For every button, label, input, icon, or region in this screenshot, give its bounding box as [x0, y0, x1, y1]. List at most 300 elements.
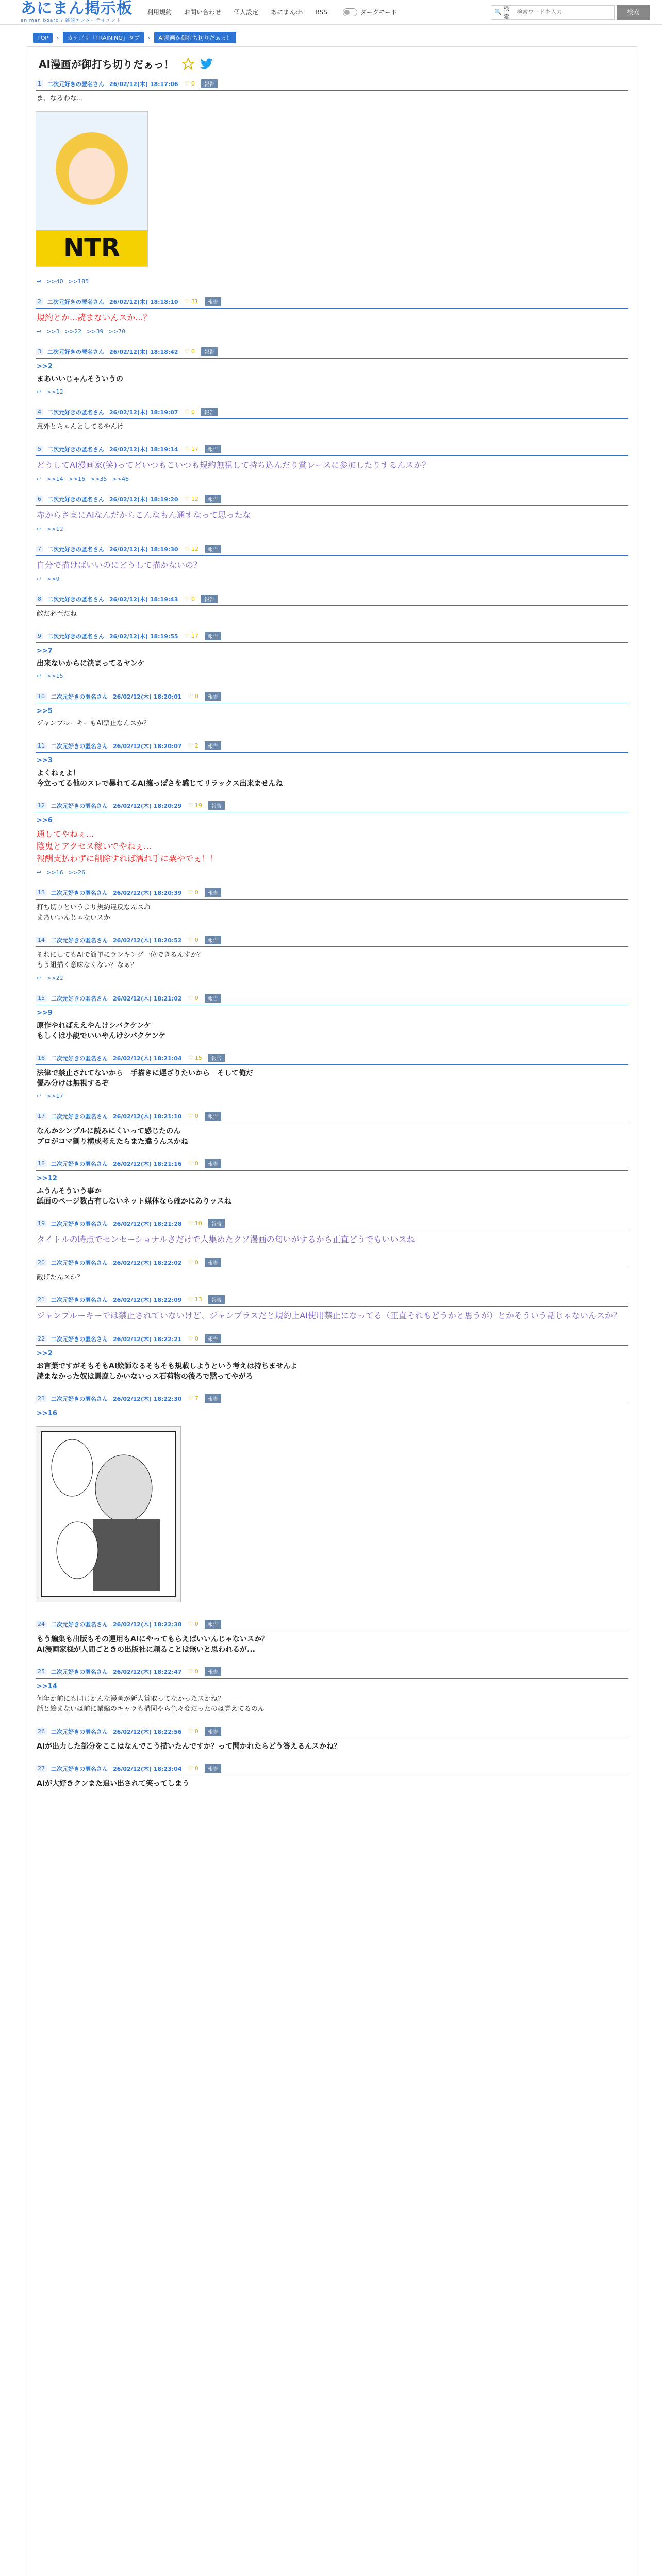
post-header: [36, 1334, 628, 1346]
reply-icon: ↩: [37, 1093, 42, 1099]
poster-name: 二次元好きの匿名さん: [51, 889, 108, 896]
reply-link[interactable]: >>12: [46, 388, 63, 395]
post-body: 意外とちゃんとしてるやんけ: [37, 423, 124, 431]
post-date: 26/02/12(木) 18:19:14: [109, 446, 178, 453]
reply-anchor[interactable]: >>5: [37, 707, 53, 715]
reply-links: [37, 278, 628, 285]
post-date: 26/02/12(木) 18:19:20: [109, 496, 178, 503]
post-header: [36, 888, 628, 900]
post: [36, 589, 628, 626]
report-button[interactable]: 報告: [205, 888, 221, 897]
post-body: 赤からさまにAIなんだからこんなもん通すなって思ったな: [37, 510, 251, 520]
top-bar: [0, 0, 662, 25]
breadcrumb: [33, 32, 662, 43]
post-spacer: [36, 1149, 628, 1154]
like-count[interactable]: ♡ 0: [188, 937, 198, 943]
post-number[interactable]: 2: [36, 298, 43, 305]
post-body: ジャンプルーキーでは禁止されていないけど、ジャンプラスだと規約上AI使用禁止になってる（正直それもどうかと思うが）とかそういう話じゃないんスか？: [37, 1311, 621, 1320]
post: [36, 292, 628, 335]
poster-name: 二次元好きの匿名さん: [51, 742, 108, 750]
post-number[interactable]: 11: [36, 742, 47, 749]
post: [36, 1048, 628, 1099]
post-date: 26/02/12(木) 18:22:21: [113, 1335, 182, 1343]
post-date: 26/02/12(木) 18:19:30: [109, 546, 178, 553]
post-header: [36, 1258, 628, 1269]
breadcrumb-separator: ›: [147, 34, 151, 41]
reply-link[interactable]: >>16: [68, 476, 86, 482]
post: [36, 687, 628, 736]
post-date: 26/02/12(木) 18:21:04: [113, 1055, 182, 1062]
post-header: [36, 347, 628, 359]
post-number[interactable]: 6: [36, 496, 43, 502]
report-button[interactable]: 報告: [208, 1219, 225, 1228]
post: [36, 1253, 628, 1290]
post-date: 26/02/12(木) 18:20:39: [113, 889, 182, 896]
post-spacer: [36, 1209, 628, 1214]
post-body: ジャンプルーキーもAI禁止なんスか？: [37, 720, 150, 727]
post-date: 26/02/12(木) 18:18:10: [109, 298, 178, 306]
post-number[interactable]: 27: [36, 1765, 47, 1772]
poster-name: 二次元好きの匿名さん: [51, 1765, 108, 1772]
reply-icon: ↩: [37, 869, 42, 876]
post-number[interactable]: 14: [36, 937, 47, 943]
search-field[interactable]: [491, 5, 615, 20]
like-count[interactable]: ♡ 31: [184, 298, 198, 305]
favorite-star-icon[interactable]: [181, 57, 195, 71]
nav-settings[interactable]: 個人設定: [234, 9, 259, 16]
post-number[interactable]: 5: [36, 446, 43, 452]
report-button[interactable]: 報告: [205, 445, 221, 453]
post-number[interactable]: 8: [36, 596, 43, 602]
reply-links: [37, 328, 628, 335]
post-body: 打ち切りというより規約違反なんスね まあいいんじゃないスか: [37, 904, 151, 922]
reply-link[interactable]: >>40: [46, 278, 63, 285]
poster-name: 二次元好きの匿名さん: [51, 1259, 108, 1266]
post-body: 通してやねぇ... 陰鬼とアクセス稼いでやねぇ... 報酬支払わずに削除すれば濡れ手に粟やでぇ！！: [37, 829, 219, 863]
post-date: 26/02/12(木) 18:22:09: [113, 1296, 182, 1303]
post-body: お言葉ですがそもそもAI絵師なるそもそも規載しようという考えは持ちませんよ 読まなかった奴は馬鹿しかいないっス石荷物の後ろで黙ってやがろ: [37, 1362, 298, 1381]
search-button[interactable]: 検索: [617, 5, 650, 20]
report-button[interactable]: 報告: [205, 1159, 221, 1168]
post-header: [36, 1159, 628, 1171]
svg-text:NTR: NTR: [63, 233, 120, 262]
like-count[interactable]: ♡ 0: [188, 1728, 198, 1735]
poster-name: 二次元好きの匿名さん: [51, 1395, 108, 1402]
reply-link[interactable]: >>16: [46, 869, 63, 876]
nav-menu: [147, 8, 397, 16]
report-button[interactable]: 報告: [208, 801, 225, 810]
report-button[interactable]: 報告: [205, 1334, 221, 1343]
post-header: [36, 495, 628, 506]
post-date: 26/02/12(木) 18:21:28: [113, 1220, 182, 1227]
post-body: 自分で描けばいいのにどうして描かないの？: [37, 560, 202, 570]
post-header: [36, 1112, 628, 1123]
reply-links: [37, 869, 628, 876]
post-date: 26/02/12(木) 18:20:07: [113, 742, 182, 750]
breadcrumb-category[interactable]: カテゴリ「TRAINING」タブ: [63, 32, 143, 43]
post-spacer: [36, 1324, 628, 1329]
post-number[interactable]: 20: [36, 1259, 47, 1266]
report-button[interactable]: 報告: [205, 1394, 221, 1403]
post-number[interactable]: 26: [36, 1728, 47, 1735]
poster-name: 二次元好きの匿名さん: [51, 1113, 108, 1120]
site-logo[interactable]: [21, 1, 133, 23]
post: [36, 883, 628, 930]
poster-name: 二次元好きの匿名さん: [51, 1055, 108, 1062]
post-number[interactable]: 1: [36, 80, 43, 87]
post-number[interactable]: 10: [36, 693, 47, 700]
twitter-share-icon[interactable]: [200, 58, 213, 70]
post-number[interactable]: 19: [36, 1220, 47, 1227]
post: [36, 930, 628, 981]
like-count[interactable]: ♡ 7: [188, 1395, 198, 1402]
reply-link[interactable]: >>15: [46, 673, 63, 680]
reply-anchor[interactable]: >>7: [37, 647, 53, 655]
post-header: [36, 1667, 628, 1679]
post: [36, 736, 628, 796]
breadcrumb-top[interactable]: TOP: [33, 33, 53, 43]
reply-link[interactable]: >>17: [46, 1093, 63, 1099]
like-count[interactable]: ♡ 0: [184, 348, 195, 355]
reply-links: [37, 1093, 628, 1099]
report-button[interactable]: 報告: [205, 632, 221, 640]
reply-icon: ↩: [37, 388, 42, 395]
report-button[interactable]: 報告: [205, 1727, 221, 1736]
reply-links: [37, 476, 628, 482]
post-header: [36, 595, 628, 606]
post-number[interactable]: 21: [36, 1296, 47, 1303]
post-spacer: [36, 1609, 628, 1615]
reply-icon: ↩: [37, 476, 42, 482]
nav-rss[interactable]: RSS: [315, 8, 327, 16]
post-body: 原作やればええやんけシバクケンケ もしくは小説でいいやんけシバクケンケ: [37, 1022, 166, 1040]
post-body: 出来ないからに決まってるヤンケ: [37, 659, 145, 668]
report-button[interactable]: 報告: [201, 347, 218, 356]
like-count[interactable]: ♡ 0: [188, 1621, 198, 1628]
report-button[interactable]: 報告: [208, 1295, 225, 1304]
thread-title-row: [27, 47, 637, 74]
reply-anchor[interactable]: >>14: [37, 1683, 57, 1690]
reply-icon: ↩: [37, 575, 42, 582]
post-spacer: [36, 621, 628, 626]
reply-icon: ↩: [37, 328, 42, 335]
like-count[interactable]: ♡ 0: [188, 1113, 198, 1120]
reply-link[interactable]: >>22: [64, 328, 82, 335]
report-button[interactable]: 報告: [208, 1054, 225, 1062]
post-header: [36, 545, 628, 556]
post-body: まあいいじゃんそういうの: [37, 375, 123, 383]
post-date: 26/02/12(木) 18:19:43: [109, 596, 178, 603]
post-spacer: [36, 434, 628, 439]
like-count[interactable]: ♡ 0: [188, 1160, 198, 1167]
post-header: [36, 994, 628, 1005]
post-number[interactable]: 25: [36, 1668, 47, 1675]
poster-name: 二次元好きの匿名さん: [51, 802, 108, 809]
post-header: [36, 692, 628, 703]
reply-icon: ↩: [37, 975, 42, 981]
post-number[interactable]: 17: [36, 1113, 47, 1120]
post-spacer: [36, 1384, 628, 1389]
reply-link[interactable]: >>46: [112, 476, 129, 482]
post: [36, 539, 628, 582]
post: [36, 1290, 628, 1329]
post-header: [36, 1295, 628, 1307]
post-header: [36, 632, 628, 643]
like-count[interactable]: ♡ 0: [188, 1668, 198, 1675]
post-number[interactable]: 7: [36, 546, 43, 552]
post: [36, 1107, 628, 1154]
report-button[interactable]: 報告: [205, 1258, 221, 1267]
post-date: 26/02/12(木) 18:22:02: [113, 1259, 182, 1266]
post-spacer: [36, 1285, 628, 1290]
post: [36, 402, 628, 439]
post-body: 規約とか...読まないんスか...？: [37, 313, 152, 323]
breadcrumb-separator: ›: [57, 34, 59, 41]
post-date: 26/02/12(木) 18:18:42: [109, 348, 178, 355]
poster-name: 二次元好きの匿名さん: [47, 446, 104, 453]
poster-name: 二次元好きの匿名さん: [51, 1668, 108, 1675]
poster-name: 二次元好きの匿名さん: [47, 496, 104, 503]
post-number[interactable]: 22: [36, 1335, 47, 1342]
report-button[interactable]: 報告: [205, 741, 221, 750]
post-date: 26/02/12(木) 18:19:55: [109, 633, 178, 640]
post-spacer: [36, 1754, 628, 1759]
post-list: [27, 74, 637, 1796]
post-body: よくねぇよ！ 今立ってる他のスレで暴れてるAI擁っぽさを感じてリラックス出来ませんね: [37, 769, 283, 788]
reply-icon: ↩: [37, 526, 42, 532]
post-body: なんかシンプルに読みにくいって感じたのん プロがコマ割り構成考えたらまた違うんスかね: [37, 1127, 188, 1146]
like-count[interactable]: ♡ 13: [188, 1296, 202, 1303]
breadcrumb-thread[interactable]: AI漫画が御打ち切りだぁっ！: [154, 32, 236, 43]
dark-mode-toggle[interactable]: [343, 8, 398, 16]
nav-contact[interactable]: お問い合わせ: [184, 9, 222, 16]
reply-link[interactable]: >>14: [46, 476, 63, 482]
post-number[interactable]: 24: [36, 1621, 47, 1628]
like-count[interactable]: ♡ 15: [188, 1055, 202, 1061]
post-header: [36, 1620, 628, 1631]
like-count[interactable]: ♡ 2: [188, 742, 198, 749]
reply-link[interactable]: >>26: [68, 869, 86, 876]
reply-link[interactable]: >>22: [46, 975, 63, 981]
reply-links: [37, 673, 628, 680]
post-header: [36, 79, 628, 91]
post-spacer: [36, 1657, 628, 1662]
poster-name: 二次元好きの匿名さん: [47, 546, 104, 553]
report-button[interactable]: 報告: [205, 1764, 221, 1773]
report-button[interactable]: 報告: [205, 692, 221, 701]
post-body: どうしてAI漫画家(笑)ってどいつもこいつも規約無視して持ち込んだり賞レースに参加したりするんスか？: [37, 460, 431, 470]
like-count[interactable]: ♡ 0: [188, 1335, 198, 1342]
reply-link[interactable]: >>35: [90, 476, 107, 482]
post-header: [36, 1219, 628, 1230]
post-body: AIが出力した部分をここはなんでこう描いたんですか？って聞かれたらどう答えるんスかね？: [37, 1742, 341, 1751]
report-button[interactable]: 報告: [205, 297, 221, 306]
dark-mode-label: ダークモード: [360, 9, 398, 16]
poster-name: 二次元好きの匿名さん: [51, 693, 108, 700]
poster-name: 二次元好きの匿名さん: [51, 1220, 108, 1227]
thread-title: AI漫画が御打ち切りだぁっ！: [39, 58, 174, 71]
report-button[interactable]: 報告: [205, 1667, 221, 1676]
post-date: 26/02/12(木) 18:22:38: [113, 1621, 182, 1628]
post-spacer: [36, 925, 628, 930]
poster-name: 二次元好きの匿名さん: [47, 633, 104, 640]
post: [36, 626, 628, 680]
post: [36, 989, 628, 1048]
post: [36, 1389, 628, 1615]
poster-name: 二次元好きの匿名さん: [47, 596, 104, 603]
like-count[interactable]: ♡ 17: [184, 446, 198, 452]
like-count[interactable]: ♡ 0: [188, 693, 198, 700]
post-header: [36, 1054, 628, 1065]
reply-anchor[interactable]: >>3: [37, 757, 53, 765]
post-body: ま、なるわな...: [37, 95, 84, 103]
reply-link[interactable]: >>185: [68, 278, 89, 285]
post: [36, 1154, 628, 1214]
post-number[interactable]: 4: [36, 409, 43, 415]
post-spacer: [36, 1248, 628, 1253]
post-body: それにしてもAIで簡単にランキング一位できるんすか？ もう組描く意味なくない？なぁ？: [37, 951, 204, 969]
reply-anchor[interactable]: >>2: [37, 363, 53, 370]
post-number[interactable]: 16: [36, 1055, 47, 1061]
post-header: [36, 1727, 628, 1738]
nav-terms[interactable]: 利用規約: [147, 9, 172, 16]
logo-text: あにまん掲示板: [21, 0, 133, 18]
post-number[interactable]: 13: [36, 889, 47, 896]
post-body: 敵だ必至だね: [37, 610, 77, 618]
poster-name: 二次元好きの匿名さん: [47, 348, 104, 355]
poster-name: 二次元好きの匿名さん: [47, 409, 104, 416]
like-count[interactable]: ♡ 12: [184, 546, 198, 552]
like-count[interactable]: ♡ 10: [188, 1220, 202, 1227]
search-area: [491, 5, 650, 20]
reply-anchor[interactable]: >>16: [37, 1410, 57, 1417]
poster-name: 二次元好きの匿名さん: [51, 1728, 108, 1735]
report-button[interactable]: 報告: [205, 495, 221, 503]
post-number[interactable]: 15: [36, 995, 47, 1002]
poster-name: 二次元好きの匿名さん: [51, 1296, 108, 1303]
reply-link[interactable]: >>3: [46, 328, 60, 335]
report-button[interactable]: 報告: [201, 79, 218, 88]
post-number[interactable]: 23: [36, 1395, 47, 1402]
post-body: タイトルの時点でセンセーショナルさだけで人集めたクソ漫画の匂いがするから正直どうでもいいスね: [37, 1234, 415, 1244]
reply-anchor[interactable]: >>12: [37, 1175, 57, 1182]
reply-link[interactable]: >>12: [46, 526, 63, 532]
like-count[interactable]: ♡ 0: [184, 409, 195, 415]
post-header: [36, 408, 628, 419]
report-button[interactable]: 報告: [201, 595, 218, 603]
search-icon: 🔍: [494, 9, 502, 15]
search-input[interactable]: [516, 8, 611, 16]
post-body: AIが大好きクンまた追い出されて笑ってしまう: [37, 1780, 190, 1788]
reply-icon: ↩: [37, 673, 42, 680]
manga-panel-image[interactable]: [36, 1426, 181, 1602]
reply-link[interactable]: >>39: [87, 328, 104, 335]
post-header: [36, 1764, 628, 1775]
reply-link[interactable]: >>9: [46, 575, 60, 582]
like-count[interactable]: ♡ 0: [188, 1765, 198, 1772]
post-date: 26/02/12(木) 18:22:47: [113, 1668, 182, 1675]
like-count[interactable]: ♡ 0: [184, 80, 195, 87]
like-count[interactable]: ♡ 12: [184, 496, 198, 502]
post: [36, 1615, 628, 1662]
post-number[interactable]: 9: [36, 633, 43, 639]
post: [36, 342, 628, 395]
post-spacer: [36, 731, 628, 736]
post-number[interactable]: 18: [36, 1160, 47, 1167]
post: [36, 1662, 628, 1722]
post-body: 法律で禁止されてないから 手描きに遅ざりたいから そして俺だ 優み分けは無視するぞ: [37, 1069, 253, 1088]
reply-links: [37, 526, 628, 532]
poster-name: 二次元好きの匿名さん: [51, 1621, 108, 1628]
reply-anchor[interactable]: >>2: [37, 1350, 53, 1358]
reply-links: [37, 388, 628, 395]
reply-anchor[interactable]: >>6: [37, 817, 53, 824]
post: [36, 1214, 628, 1253]
post-header: [36, 1394, 628, 1405]
report-button[interactable]: 報告: [205, 936, 221, 944]
post-date: 26/02/12(木) 18:21:02: [113, 995, 182, 1002]
logo-subtext: animan board / 雑談エンターテイメント: [21, 18, 122, 23]
poster-name: 二次元好きの匿名さん: [51, 1160, 108, 1167]
post-number[interactable]: 3: [36, 348, 43, 355]
post-spacer: [36, 1791, 628, 1796]
thread-page: [27, 46, 637, 2576]
nav-animanch[interactable]: あにまんch: [271, 9, 303, 16]
post-date: 26/02/12(木) 18:22:30: [113, 1395, 182, 1402]
post-header: [36, 741, 628, 753]
post: [36, 439, 628, 482]
post-date: 26/02/12(木) 18:22:56: [113, 1728, 182, 1735]
post-date: 26/02/12(木) 18:20:52: [113, 937, 182, 944]
like-count[interactable]: ♡ 0: [188, 995, 198, 1002]
post: [36, 1759, 628, 1796]
post-header: [36, 445, 628, 456]
post-spacer: [36, 1717, 628, 1722]
report-button[interactable]: 報告: [205, 994, 221, 1003]
like-count[interactable]: ♡ 17: [184, 633, 198, 639]
report-button[interactable]: 報告: [205, 1620, 221, 1629]
post-number[interactable]: 12: [36, 802, 47, 809]
post: [36, 489, 628, 532]
poster-name: 二次元好きの匿名さん: [47, 80, 104, 88]
post-header: [36, 297, 628, 309]
attached-image[interactable]: [36, 111, 148, 267]
like-count[interactable]: ♡ 0: [184, 596, 195, 602]
post-date: 26/02/12(木) 18:21:10: [113, 1113, 182, 1120]
report-button[interactable]: 報告: [201, 408, 218, 416]
post-date: 26/02/12(木) 18:19:07: [109, 409, 178, 416]
post: [36, 74, 628, 285]
report-button[interactable]: 報告: [205, 545, 221, 553]
post-spacer: [36, 791, 628, 796]
like-count[interactable]: ♡ 0: [188, 889, 198, 896]
toggle-switch[interactable]: [343, 8, 357, 16]
post: [36, 1329, 628, 1389]
reply-links: [37, 575, 628, 582]
post-date: 26/02/12(木) 18:20:29: [113, 802, 182, 809]
post-date: 26/02/12(木) 18:23:04: [113, 1765, 182, 1772]
reply-anchor[interactable]: >>9: [37, 1009, 53, 1017]
post-date: 26/02/12(木) 18:17:06: [109, 80, 178, 88]
poster-name: 二次元好きの匿名さん: [51, 937, 108, 944]
post: [36, 1722, 628, 1759]
report-button[interactable]: 報告: [205, 1112, 221, 1121]
post-header: [36, 801, 628, 812]
like-count[interactable]: ♡ 19: [188, 802, 202, 809]
poster-name: 二次元好きの匿名さん: [51, 995, 108, 1002]
like-count[interactable]: ♡ 0: [188, 1259, 198, 1266]
reply-link[interactable]: >>70: [108, 328, 125, 335]
